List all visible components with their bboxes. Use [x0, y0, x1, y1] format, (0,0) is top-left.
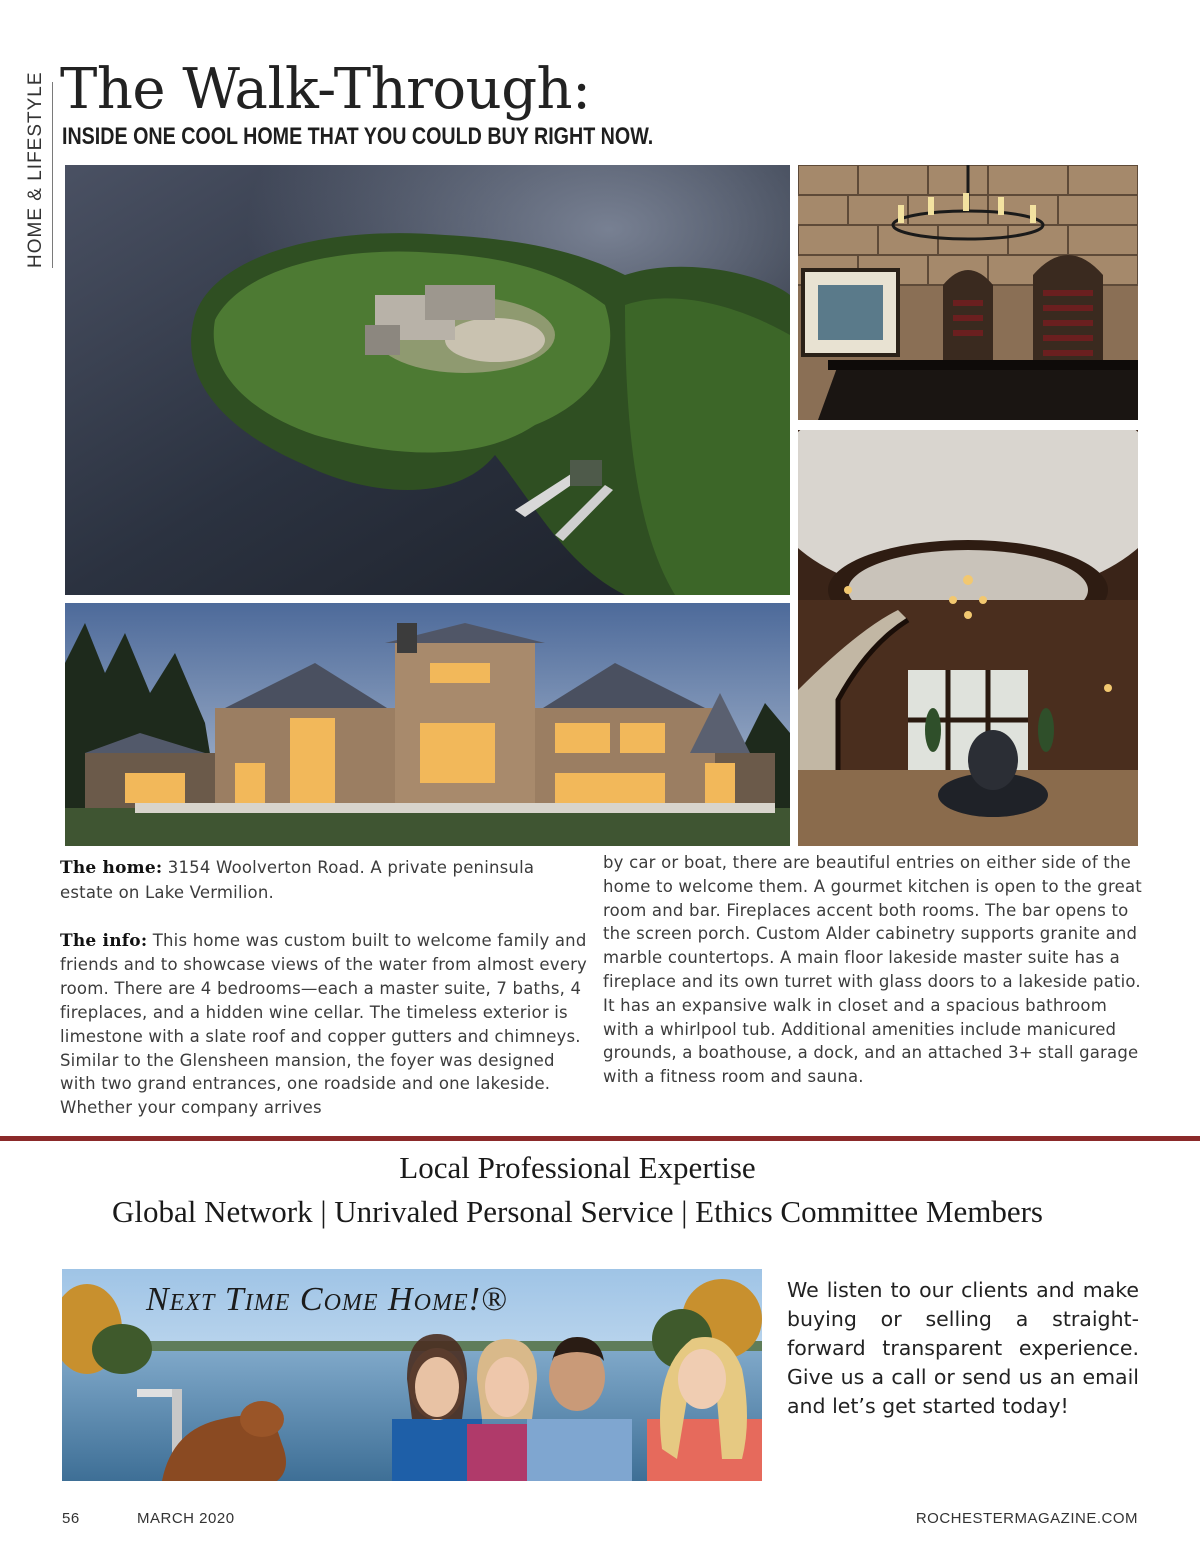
- page-number: 56: [62, 1510, 80, 1527]
- ad-banner-image: [62, 1269, 762, 1481]
- ad-headline: Local Professional Expertise: [399, 1150, 756, 1185]
- ad-blurb: We listen to our clients and make buying or selling a straight-forward transparent experience. Give us a call or send us an email and let’s get started today!: [787, 1278, 1139, 1418]
- home-text: 3154 Woolverton Road. A private peninsula estate on Lake Vermilion.: [60, 858, 535, 902]
- section-tab: [22, 71, 53, 268]
- home-label: The home:: [60, 858, 163, 878]
- article-left-column: [60, 856, 590, 1144]
- info-paragraph: [60, 929, 590, 1120]
- ad-divider-rule: [0, 1136, 1200, 1141]
- home-paragraph: [60, 856, 590, 905]
- info-text: This home was custom built to welcome family and friends and to showcase views of the water from almost every room. There are 4 bedrooms—each a master suite, 7 baths, 4 fireplaces, and a hidden wine cellar. The timeless exterior is limestone with a slate roof and copper gutters and chimneys. Similar to the Glensheen mansion, the foyer was designed with two grand entrances, one roadside and one lakeside. Whether your company arrives: [60, 930, 588, 1118]
- foyer-staircase-photo: [798, 430, 1138, 846]
- section-label: HOME & LIFESTYLE: [25, 71, 46, 268]
- banner-slogan: Next Time Come Home!®: [146, 1281, 508, 1318]
- info-label: The info:: [60, 930, 148, 951]
- issue-date: MARCH 2020: [137, 1510, 235, 1527]
- article-title: The Walk-Through:: [60, 57, 591, 122]
- ad-tagline: Global Network | Unrivaled Personal Service | Ethics Committee Members: [112, 1194, 1043, 1229]
- estate-exterior-photo: [65, 603, 790, 846]
- magazine-website: ROCHESTERMAGAZINE.COM: [915, 1510, 1138, 1527]
- article-right-column: [603, 851, 1148, 1113]
- article-subtitle: INSIDE ONE COOL HOME THAT YOU COULD BUY RIGHT NOW.: [62, 123, 654, 150]
- aerial-estate-photo: [65, 165, 790, 595]
- continued-paragraph: by car or boat, there are beautiful entries on either side of the home to welcome them. A gourmet kitchen is open to the great room and bar. Fireplaces accent both rooms. The bar opens to the screen porch. Custom Alder cabinetry supports granite and marble countertops. A main floor lakeside master suite has a fireplace and its own turret with glass doors to a lakeside patio. It has an expansive walk in closet and a spacious bathroom with a whirlpool tub. Additional amenities include manicured grounds, a boathouse, a dock, and an attached 3+ stall garage with a fitness room and sauna.: [603, 853, 1142, 1087]
- wine-cellar-photo: [798, 165, 1138, 420]
